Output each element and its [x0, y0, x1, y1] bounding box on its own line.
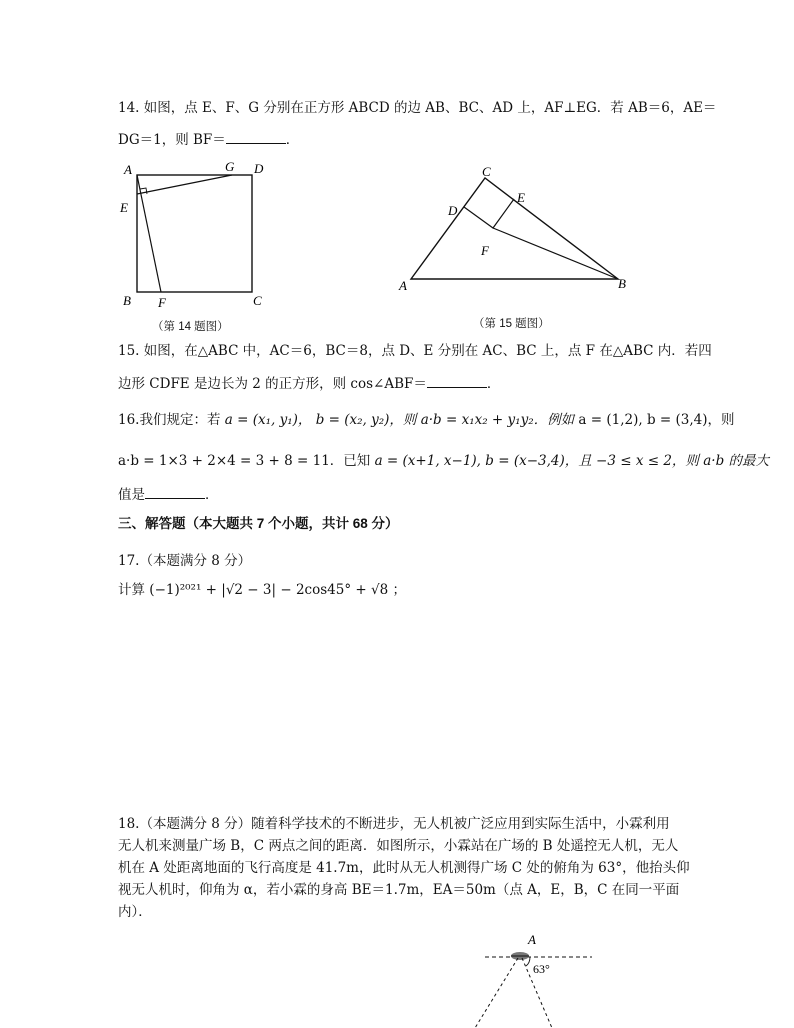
q17-title: 17.（本题满分 8 分） [118, 553, 252, 569]
q16-l1b: a = (x₁, y₁)， [224, 412, 312, 428]
q16-line3-end: ． [205, 487, 219, 503]
q14-caption: （第 14 题图） [152, 321, 229, 333]
label-f: F [158, 295, 166, 310]
q15-caption: （第 15 题图） [473, 318, 550, 330]
label-a: A [399, 278, 407, 293]
q16-l2b: a = (x+1, x−1), [374, 453, 481, 469]
label-c: C [482, 164, 491, 179]
triangle-abc [411, 178, 618, 279]
segment-fb [493, 228, 618, 279]
q16-l1d: a·b = x₁x₂ + y₁y₂．例如 [420, 412, 575, 428]
q17-calc-prefix: 计算 [118, 582, 145, 598]
sight-line-to-b [475, 958, 518, 1028]
q18-line1: 18.（本题满分 8 分）随着科学技术的不断进步，无人机被广泛应用到实际生活中，小霖利用 [118, 816, 670, 832]
q16-l1e: a = (1,2), [578, 412, 643, 428]
label-d: D [448, 203, 458, 218]
segment-af [137, 175, 161, 292]
angle-63-label: 63° [533, 962, 550, 976]
q18-line4: 视无人机时，仰角为 α，若小霖的身高 BE＝1.7m，EA＝50m（点 A，E，B，C 在同一平面 [118, 882, 680, 898]
label-g: G [225, 159, 235, 174]
q15-figure [393, 160, 633, 295]
q14-answer-blank [226, 129, 286, 144]
q14-line1: 14. 如图，点 E、F、G 分别在正方形 ABCD 的边 AB、BC、AD 上，AF⊥EG．若 AB＝6，AE＝ [118, 100, 717, 116]
q16-line1 [118, 410, 735, 430]
label-c: C [253, 293, 262, 308]
q15-answer-blank [427, 373, 487, 388]
q17-expression [118, 580, 406, 600]
section-heading: 三、解答题（本大题共 7 个小题，共计 68 分） [118, 516, 399, 531]
q16-l2c: b = (x−3,4)，且 −3 ≤ x ≤ 2，则 [485, 453, 699, 469]
label-e: E [120, 200, 128, 215]
q14-line2-end: ． [285, 132, 300, 148]
q14-line2 [118, 129, 299, 150]
q16-line2 [118, 451, 769, 471]
square-cdfe-sides [464, 199, 514, 228]
q16-l2d: a·b 的最大 [703, 453, 770, 469]
q16-l2a: a·b = 1×3 + 2×4 = 3 + 8 = 11．已知 [118, 453, 371, 469]
q16-answer-blank [145, 484, 205, 499]
q16-l1c: b = (x₂, y₂)，则 [315, 412, 417, 428]
q16-l1a: 16.我们规定：若 [118, 412, 221, 428]
q16-line3 [118, 484, 219, 505]
square-abcd [137, 175, 252, 292]
q16-l1f: b = (3,4)，则 [646, 412, 735, 428]
label-e: E [517, 190, 525, 205]
q15-line2-text: 边形 CDFE 是边长为 2 的正方形，则 cos∠ABF＝ [118, 376, 427, 392]
label-b: B [618, 276, 626, 291]
segment-eg [137, 175, 232, 194]
q15-line2-end: ． [486, 376, 501, 392]
label-a: A [124, 162, 132, 177]
q18-line5: 内）． [118, 904, 152, 920]
q15-line2 [118, 373, 500, 394]
q14-line2-text: DG＝1，则 BF＝ [118, 132, 226, 148]
label-d: D [254, 161, 264, 176]
q18-line2: 无人机来测量广场 B，C 两点之间的距离．如图所示，小霖站在广场的 B 处遥控无人机，无人 [118, 838, 679, 854]
q17-expr: (−1)²⁰²¹ + |√2 − 3| − 2cos45° + √8 ； [149, 582, 406, 598]
q18-line3: 机在 A 处距离地面的飞行高度是 41.7m，此时从无人机测得广场 C 处的俯角为 63°，他抬头仰 [118, 860, 690, 876]
label-f: F [481, 243, 489, 258]
q16-line3-text: 值是 [118, 487, 145, 503]
q14-figure [112, 158, 272, 318]
label-b: B [123, 293, 131, 308]
label-a: A [528, 932, 536, 947]
q18-figure [470, 930, 600, 1028]
q15-line1: 15. 如图，在△ABC 中，AC＝6，BC＝8，点 D、E 分别在 AC、BC 上，点 F 在△ABC 内．若四 [118, 343, 712, 359]
